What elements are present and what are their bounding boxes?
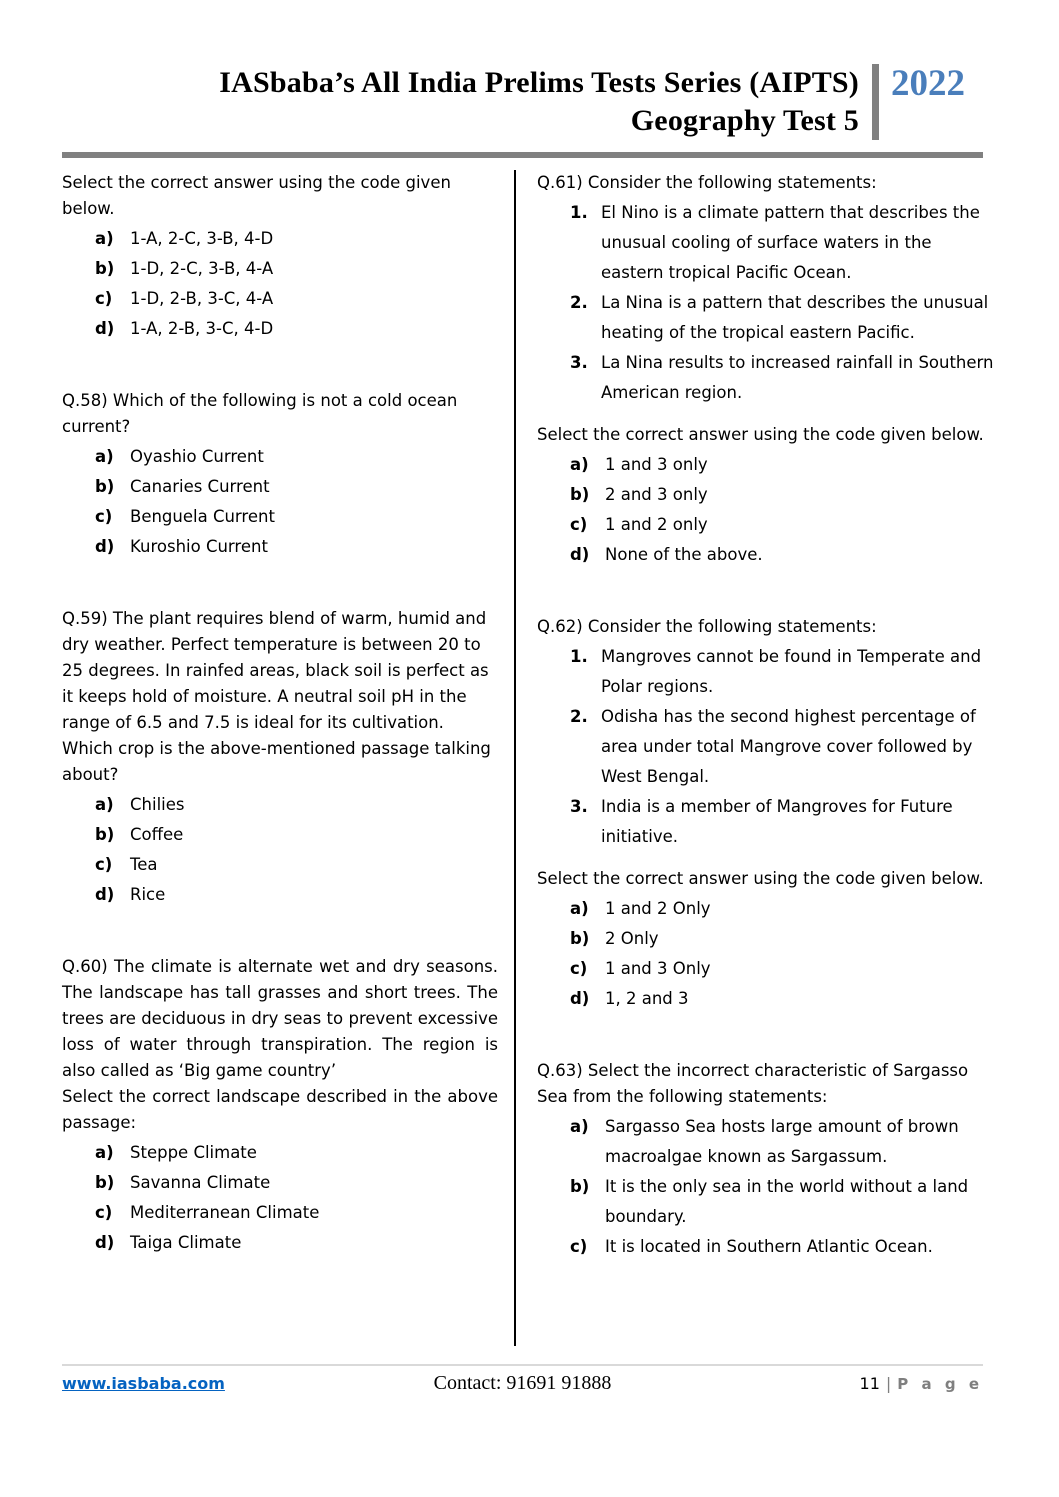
statement-text: La Nina results to increased rainfall in Southern American region. bbox=[601, 353, 994, 402]
option-item bbox=[62, 502, 498, 532]
option-item bbox=[62, 820, 498, 850]
question-block bbox=[537, 614, 999, 1014]
column-divider bbox=[514, 170, 516, 1346]
option-text: Savanna Climate bbox=[130, 1173, 271, 1192]
option-item bbox=[537, 984, 999, 1014]
page-header bbox=[0, 0, 1059, 140]
header-vertical-bar bbox=[872, 64, 879, 140]
option-marker: d) bbox=[95, 319, 115, 338]
option-text: Sargasso Sea hosts large amount of brown macroalgae known as Sargassum. bbox=[605, 1117, 959, 1166]
option-text: Benguela Current bbox=[130, 507, 275, 526]
option-text: Oyashio Current bbox=[130, 447, 264, 466]
option-item bbox=[537, 924, 999, 954]
option-list bbox=[62, 1138, 498, 1258]
option-marker: b) bbox=[95, 259, 115, 278]
footer-contact: Contact: 91691 91888 bbox=[433, 1372, 612, 1394]
option-item bbox=[537, 954, 999, 984]
page-footer bbox=[62, 1372, 983, 1395]
header-title-line1: IASbaba’s All India Prelims Tests Series (AIPTS) bbox=[219, 66, 859, 99]
option-marker: b) bbox=[95, 477, 115, 496]
option-text: 1-D, 2-B, 3-C, 4-A bbox=[130, 289, 274, 308]
statement-text: Mangroves cannot be found in Temperate and Polar regions. bbox=[601, 647, 982, 696]
header-title bbox=[219, 64, 859, 140]
option-text: Kuroshio Current bbox=[130, 537, 268, 556]
question-text: Q.60) The climate is alternate wet and dry seasons. The landscape has tall grasses and short trees. The trees are deciduous in dry seas to prevent excessive loss of water through transpiration. The region is also called as ‘Big game country’ bbox=[62, 957, 498, 1080]
option-marker: a) bbox=[95, 1143, 114, 1162]
option-marker: c) bbox=[95, 855, 113, 874]
option-item bbox=[537, 894, 999, 924]
option-text: Steppe Climate bbox=[130, 1143, 257, 1162]
option-text: It is located in Southern Atlantic Ocean. bbox=[605, 1237, 933, 1256]
option-item bbox=[62, 284, 498, 314]
option-list bbox=[62, 442, 498, 562]
option-text: 1 and 3 Only bbox=[605, 959, 711, 978]
option-text: Taiga Climate bbox=[130, 1233, 242, 1252]
question-text: Q.63) Select the incorrect characteristic of Sargasso Sea from the following statements: bbox=[537, 1061, 969, 1106]
option-marker: b) bbox=[570, 1177, 590, 1196]
option-text: 1 and 2 only bbox=[605, 515, 708, 534]
question-select-text: Select the correct answer using the code given below. bbox=[537, 869, 984, 888]
option-item bbox=[537, 1172, 999, 1232]
option-text: 2 Only bbox=[605, 929, 659, 948]
option-item bbox=[537, 540, 999, 570]
option-item bbox=[62, 472, 498, 502]
header-title-line2: Geography Test 5 bbox=[630, 104, 859, 137]
question-block bbox=[62, 388, 498, 562]
statement-text: India is a member of Mangroves for Future initiative. bbox=[601, 797, 953, 846]
statement-list bbox=[537, 642, 999, 852]
option-text: Chilies bbox=[130, 795, 185, 814]
question-text: Q.62) Consider the following statements: bbox=[537, 617, 877, 636]
page-number-value: 11 bbox=[859, 1374, 880, 1393]
page-number bbox=[676, 1374, 983, 1393]
option-item bbox=[537, 1232, 999, 1262]
footer-left bbox=[62, 1374, 369, 1393]
option-item bbox=[537, 1112, 999, 1172]
option-item bbox=[62, 790, 498, 820]
option-marker: b) bbox=[95, 1173, 115, 1192]
option-marker: a) bbox=[570, 1117, 589, 1136]
option-item bbox=[62, 254, 498, 284]
website-link[interactable]: www.iasbaba.com bbox=[62, 1374, 225, 1393]
question-text: Q.58) Which of the following is not a cold ocean current? bbox=[62, 391, 458, 436]
statement-text: Odisha has the second highest percentage of area under total Mangrove cover followed by West Bengal. bbox=[601, 707, 976, 786]
option-text: Rice bbox=[130, 885, 166, 904]
option-marker: d) bbox=[570, 545, 590, 564]
option-list bbox=[537, 1112, 999, 1262]
option-text: Canaries Current bbox=[130, 477, 270, 496]
question-select-text: Select the correct answer using the code given below. bbox=[537, 425, 984, 444]
column-right bbox=[537, 170, 999, 1262]
statement-item bbox=[537, 288, 999, 348]
option-marker: c) bbox=[570, 959, 588, 978]
footer-rule bbox=[62, 1364, 983, 1366]
option-text: Mediterranean Climate bbox=[130, 1203, 320, 1222]
question-text: Q.59) The plant requires blend of warm, humid and dry weather. Perfect temperature is between 20 to 25 degrees. In rainfed areas, black soil is perfect as it keeps hold of moisture. A neutral soil pH in the range of 6.5 and 7.5 is ideal for its cultivation. bbox=[62, 609, 489, 732]
option-marker: d) bbox=[95, 537, 115, 556]
option-marker: a) bbox=[95, 229, 114, 248]
statement-text: La Nina is a pattern that describes the unusual heating of the tropical eastern Pacific. bbox=[601, 293, 989, 342]
question-block bbox=[62, 954, 498, 1258]
statement-marker: 2. bbox=[570, 707, 588, 726]
statement-marker: 3. bbox=[570, 353, 588, 372]
column-left bbox=[62, 170, 498, 1258]
option-list bbox=[62, 224, 498, 344]
question-subtext: Select the correct landscape described in the above passage: bbox=[62, 1087, 498, 1132]
page-number-label: P a g e bbox=[897, 1375, 983, 1393]
option-item bbox=[62, 1228, 498, 1258]
option-marker: c) bbox=[570, 515, 588, 534]
header-year-badge: 2022 bbox=[891, 63, 965, 104]
option-marker: d) bbox=[95, 1233, 115, 1252]
option-text: None of the above. bbox=[605, 545, 763, 564]
question-subtext: Which crop is the above-mentioned passage talking about? bbox=[62, 739, 491, 784]
option-marker: c) bbox=[95, 289, 113, 308]
statement-text: El Nino is a climate pattern that describes the unusual cooling of surface waters in the eastern tropical Pacific Ocean. bbox=[601, 203, 980, 282]
option-item bbox=[62, 1168, 498, 1198]
option-text: 1-D, 2-C, 3-B, 4-A bbox=[130, 259, 274, 278]
option-item bbox=[537, 450, 999, 480]
option-text: Coffee bbox=[130, 825, 184, 844]
option-text: Tea bbox=[130, 855, 158, 874]
option-text: 2 and 3 only bbox=[605, 485, 708, 504]
option-item bbox=[62, 850, 498, 880]
statement-item bbox=[537, 348, 999, 408]
statement-marker: 2. bbox=[570, 293, 588, 312]
statement-marker: 3. bbox=[570, 797, 588, 816]
option-marker: b) bbox=[95, 825, 115, 844]
statement-item bbox=[537, 702, 999, 792]
option-text: 1, 2 and 3 bbox=[605, 989, 689, 1008]
option-marker: b) bbox=[570, 485, 590, 504]
option-item bbox=[62, 442, 498, 472]
answer-code-block bbox=[62, 170, 498, 344]
option-marker: d) bbox=[95, 885, 115, 904]
statement-item bbox=[537, 642, 999, 702]
question-block bbox=[537, 1058, 999, 1262]
option-marker: c) bbox=[570, 1237, 588, 1256]
option-item bbox=[62, 532, 498, 562]
statement-item bbox=[537, 198, 999, 288]
option-item bbox=[62, 314, 498, 344]
statement-list bbox=[537, 198, 999, 408]
option-marker: a) bbox=[95, 447, 114, 466]
option-text: 1 and 2 Only bbox=[605, 899, 711, 918]
option-item bbox=[62, 1138, 498, 1168]
option-text: 1-A, 2-B, 3-C, 4-D bbox=[130, 319, 274, 338]
option-marker: c) bbox=[95, 1203, 113, 1222]
option-text: 1-A, 2-C, 3-B, 4-D bbox=[130, 229, 274, 248]
question-block bbox=[62, 606, 498, 910]
option-marker: d) bbox=[570, 989, 590, 1008]
option-item bbox=[62, 880, 498, 910]
option-list bbox=[62, 790, 498, 910]
option-text: It is the only sea in the world without a land boundary. bbox=[605, 1177, 969, 1226]
option-list bbox=[537, 450, 999, 570]
question-text: Q.61) Consider the following statements: bbox=[537, 173, 877, 192]
option-item bbox=[537, 480, 999, 510]
option-marker: a) bbox=[570, 455, 589, 474]
statement-marker: 1. bbox=[570, 203, 588, 222]
question-columns bbox=[0, 158, 1059, 1346]
option-text: 1 and 3 only bbox=[605, 455, 708, 474]
option-marker: c) bbox=[95, 507, 113, 526]
option-list bbox=[537, 894, 999, 1014]
option-item bbox=[62, 1198, 498, 1228]
page-number-pipe: | bbox=[885, 1374, 892, 1393]
option-item bbox=[62, 224, 498, 254]
option-marker: b) bbox=[570, 929, 590, 948]
question-text: Select the correct answer using the code given below. bbox=[62, 173, 451, 218]
option-item bbox=[537, 510, 999, 540]
statement-marker: 1. bbox=[570, 647, 588, 666]
statement-item bbox=[537, 792, 999, 852]
question-block bbox=[537, 170, 999, 570]
option-marker: a) bbox=[95, 795, 114, 814]
option-marker: a) bbox=[570, 899, 589, 918]
